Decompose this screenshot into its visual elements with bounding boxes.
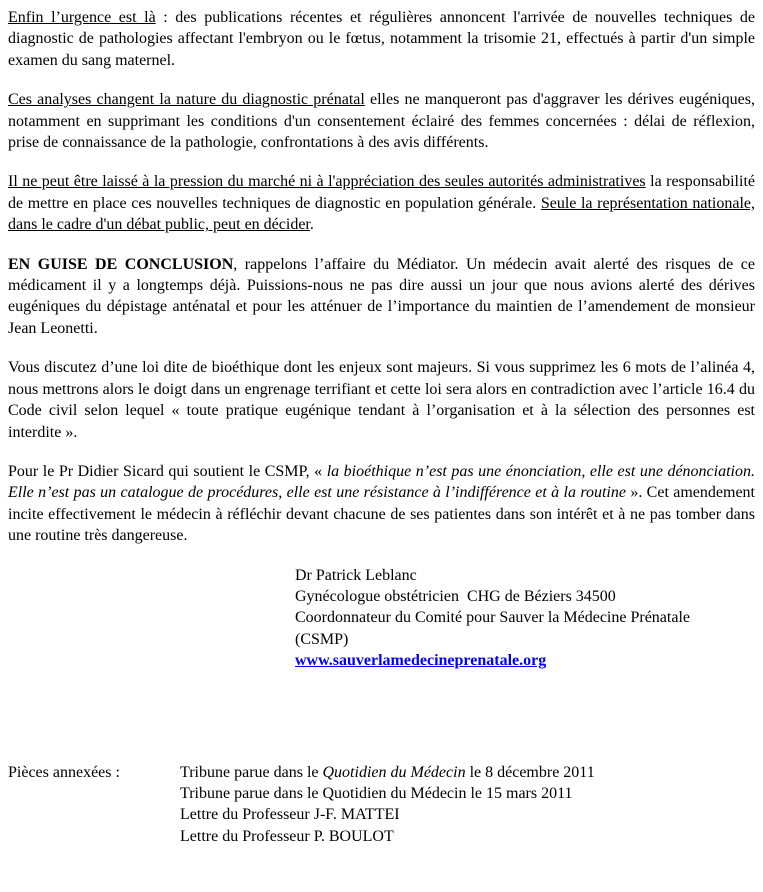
text-segment: Il ne peut être laissé à la pression du marché ni à l'appréciation des seules autorités administratives — [8, 173, 646, 191]
para-marche — [8, 171, 755, 235]
text-segment: Pour le Pr Didier Sicard qui soutient le CSMP, « — [8, 462, 327, 480]
signature-block — [295, 565, 755, 672]
text-segment: , rappelons l’affaire du Médiator. Un médecin avait alerté des risques de ce médicament il y a longtemps déjà. Puissions-nous ne pas dire aussi un jour que nous avions alerté des dérives eugéniques du dépistage anténatal et pour les atténuer de l’importance du maintien de l’amendement de monsieur Jean Leonetti. — [8, 255, 755, 337]
text-segment: Tribune parue dans le — [180, 763, 323, 781]
text-segment: Seule la représentation nationale, dans le cadre d'un débat public, peut en décider — [8, 194, 756, 234]
para-analyses — [8, 89, 755, 153]
annexes-section — [8, 762, 755, 848]
annex-item — [180, 762, 755, 783]
text-segment: Lettre du Professeur P. BOULOT — [180, 827, 394, 845]
text-segment: la responsabilité de mettre en place ces nouvelles techniques de diagnostic en population générale. — [8, 173, 755, 212]
text-segment: Enfin l’urgence est là — [8, 9, 156, 26]
annex-item — [180, 826, 755, 847]
text-segment: Tribune parue dans le Quotidien du Médecin le 15 mars 2011 — [180, 784, 573, 802]
para-sicard — [8, 461, 755, 547]
signature-line: (CSMP) — [295, 630, 349, 648]
text-segment: elles ne manqueront pas d'aggraver les dérives eugéniques, notamment en supprimant les conditions d'un consentement éclairé des femmes concernées : délai de réflexion, prise de connaissance de la pathologie, confrontations à des avis différents. — [8, 91, 756, 152]
website-link[interactable]: www.sauverlamedecineprenatale.org — [295, 652, 547, 670]
text-segment: Quotidien du Médecin — [322, 763, 466, 781]
signature-line: Coordonnateur du Comité pour Sauver la Médecine Prénatale — [295, 609, 690, 627]
annex-items — [180, 762, 755, 848]
para-conclusion — [8, 254, 755, 340]
text-segment: le 8 décembre 2011 — [465, 763, 595, 781]
text-segment: EN GUISE DE CONCLUSION — [8, 255, 234, 273]
text-segment: ». Cet amendement incite effectivement le médecin à réfléchir devant chacune de ses patientes dans son intérêt et à ne pas tomber dans une routine très dangereuse. — [8, 484, 756, 545]
annex-item — [180, 783, 755, 804]
para-loi — [8, 357, 755, 443]
text-segment: la bioéthique n’est pas une énonciation, elle est une dénonciation. Elle n’est pas un catalogue de procédures, elle est une résistance à l’indifférence et à la routine — [8, 462, 755, 502]
document-body — [8, 7, 755, 547]
signature-line: Dr Patrick Leblanc — [295, 566, 417, 584]
annex-item — [180, 804, 755, 825]
signature-line: Gynécologue obstétricien CHG de Béziers 34500 — [295, 587, 616, 605]
text-segment: : des publications récentes et régulières annoncent l'arrivée de nouvelles techniques de diagnostic de pathologies affectant l'embryon ou le fœtus, notamment la trisomie 21, effectués à partir d'un simple examen du sang maternel. — [8, 9, 755, 69]
text-segment: Lettre du Professeur J-F. MATTEI — [180, 806, 400, 824]
para-urgence — [8, 7, 755, 71]
annexes-label: Pièces annexées : — [8, 763, 120, 781]
signature-lines — [295, 565, 755, 651]
text-segment: . — [309, 216, 314, 234]
text-segment: Ces analyses changent la nature du diagnostic prénatal — [8, 91, 365, 109]
text-segment: Vous discutez d’une loi dite de bioéthique dont les enjeux sont majeurs. Si vous supprimez les 6 mots de l’alinéa 4, nous mettrons alors le doigt dans un engrenage terrifiant et cette loi sera alors en contradiction avec l’article 16.4 du Code civil selon lequel « toute pratique eugénique tendant à l’organisation et à la sélection des personnes est interdite ». — [8, 359, 755, 441]
